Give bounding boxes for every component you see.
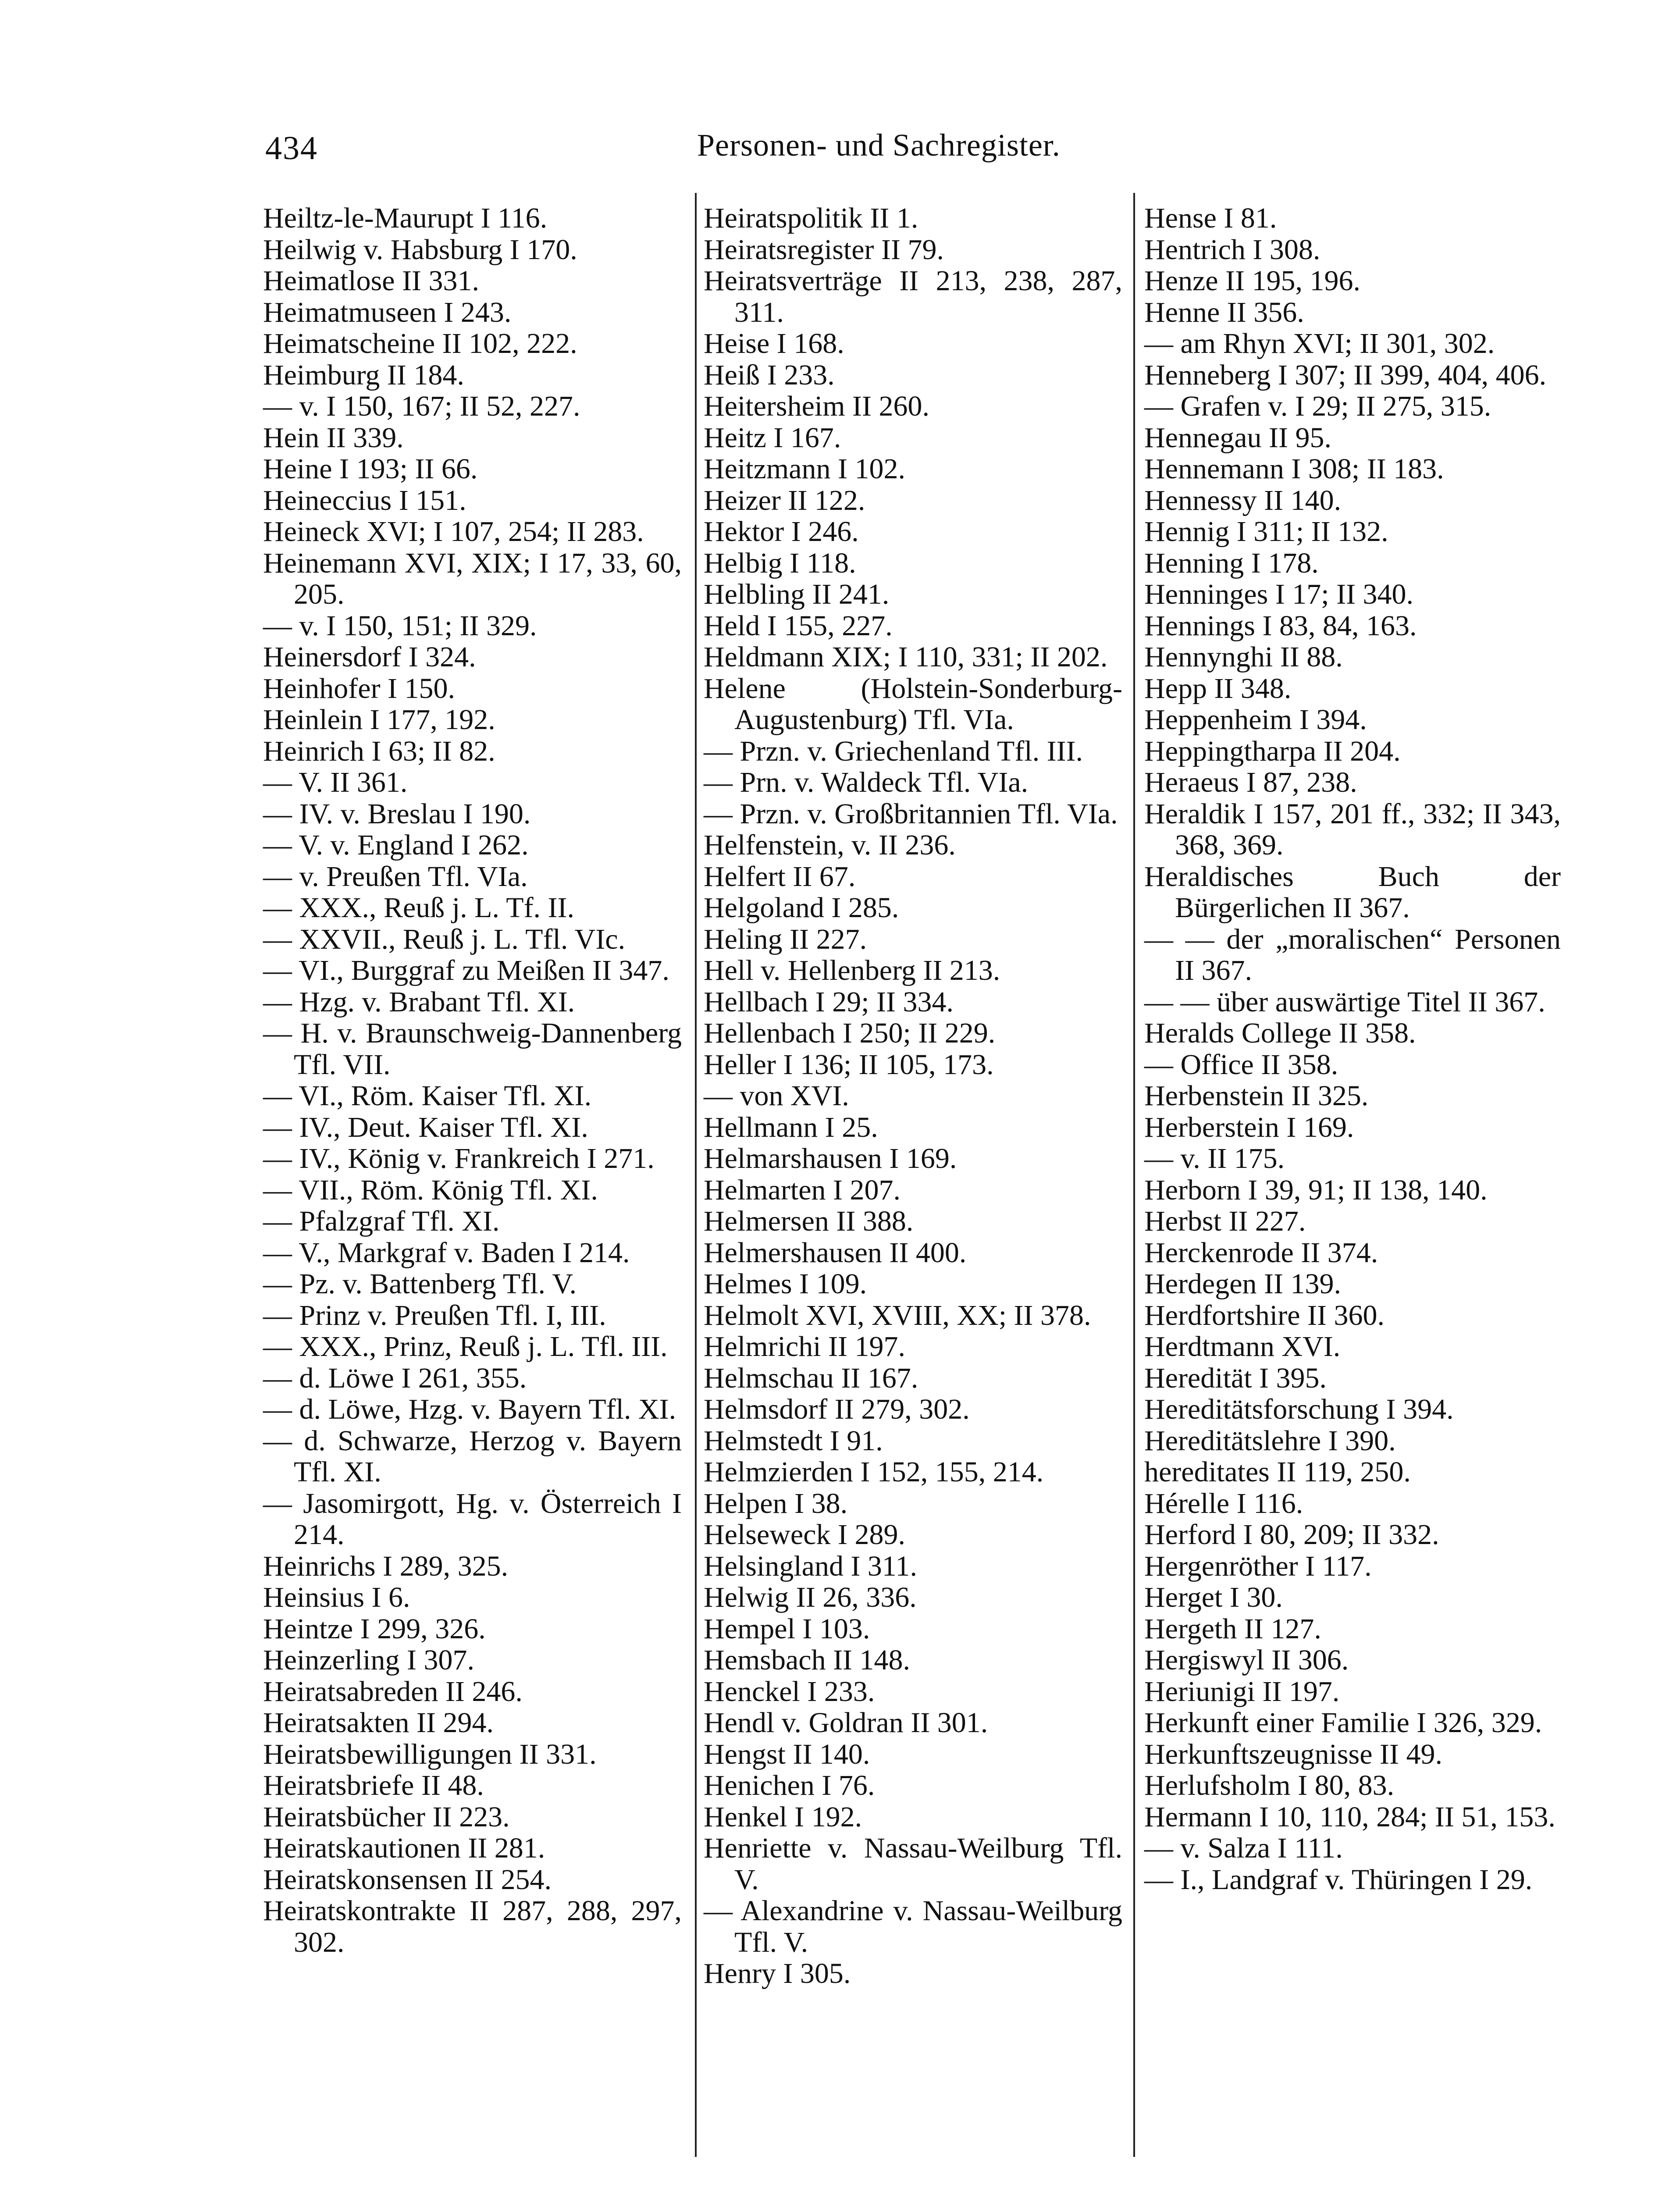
index-entry: Hempel I 103. [704,1612,870,1645]
index-entry: — XXVII., Reuß j. L. Tfl. VIc. [263,923,626,955]
index-entry: Herford I 80, 209; II 332. [1144,1519,1439,1551]
index-entry: — v. I 150, 167; II 52, 227. [263,390,580,422]
index-entry: Herbenstein II 325. [1144,1080,1369,1112]
index-entry: — H. v. Braunschweig-Dannenberg Tfl. VII. [263,1017,682,1081]
index-entry: Helbling II 241. [704,578,890,610]
index-entry: Helmsdorf II 279, 302. [704,1393,970,1425]
index-entry: — VI., Burggraf zu Meißen II 347. [263,954,669,986]
index-entry: Hepp II 348. [1144,672,1292,705]
index-entry: Heizer II 122. [704,484,865,516]
index-entry: Herdfortshire II 360. [1144,1299,1385,1331]
index-entry: hereditates II 119, 250. [1144,1456,1411,1488]
index-entry: Helmstedt I 91. [704,1424,883,1457]
index-entry: Herborn I 39, 91; II 138, 140. [1144,1174,1488,1206]
index-entry: Heimatlose II 331. [263,265,480,297]
index-entry: Heppingtharpa II 204. [1144,735,1401,767]
index-entry: Heiratsbewilligungen II 331. [263,1738,597,1770]
index-entry: Heimatmuseen I 243. [263,296,512,328]
index-entry: — VII., Röm. König Tfl. XI. [263,1174,598,1206]
index-entry: — v. II 175. [1144,1142,1285,1174]
index-entry: Henne II 356. [1144,296,1304,328]
index-entry: — I., Landgraf v. Thüringen I 29. [1144,1863,1533,1896]
index-entry: Henry I 305. [704,1957,851,1989]
index-entry: — v. I 150, 151; II 329. [263,609,537,642]
index-entry: Herbst II 227. [1144,1205,1306,1237]
index-entry: — — über auswärtige Titel II 367. [1144,986,1545,1018]
index-entry: Heinsius I 6. [263,1581,410,1613]
index-entry: Helgoland I 285. [704,892,899,924]
index-entry: Herberstein I 169. [1144,1111,1354,1143]
index-entry: Helmes I 109. [704,1268,867,1300]
index-entry: Hendl v. Goldran II 301. [704,1707,988,1739]
page-number: 434 [265,130,318,167]
index-entry: Heiratsbriefe II 48. [263,1769,484,1801]
index-entry: — V., Markgraf v. Baden I 214. [263,1236,630,1269]
index-entry: Heiratspolitik II 1. [704,202,918,234]
index-entry: Helfenstein, v. II 236. [704,829,956,861]
index-entry: Held I 155, 227. [704,609,893,642]
index-entry: Heiratsverträge II 213, 238, 287, 311. [704,265,1122,328]
index-entry: Heiratsakten II 294. [263,1707,494,1739]
index-column-2 [704,203,1122,1989]
index-entry: Helmolt XVI, XVIII, XX; II 378. [704,1299,1091,1331]
index-entry: — d. Löwe I 261, 355. [263,1362,527,1394]
index-entry: Hérelle I 116. [1144,1487,1303,1519]
index-entry: Heiratsabreden II 246. [263,1675,523,1708]
index-entry: Heinrichs I 289, 325. [263,1550,509,1582]
index-entry: Heinemann XVI, XIX; I 17, 33, 60, 205. [263,547,682,610]
index-entry: Hereditätslehre I 390. [1144,1424,1396,1457]
index-entry: Hennemann I 308; II 183. [1144,453,1444,485]
index-entry: Heller I 136; II 105, 173. [704,1048,994,1081]
index-entry: Hennig I 311; II 132. [1144,516,1388,548]
index-entry: Helmarshausen I 169. [704,1142,957,1174]
index-entry: Heinhofer I 150. [263,672,456,705]
index-entry: Henninges I 17; II 340. [1144,578,1414,610]
index-entry: — V. II 361. [263,766,408,798]
running-title: Personen- und Sachregister. [697,128,1061,163]
index-entry: — XXX., Reuß j. L. Tf. II. [263,892,575,924]
index-entry: Heimatscheine II 102, 222. [263,327,577,359]
index-entry: — IV., Deut. Kaiser Tfl. XI. [263,1111,588,1143]
index-entry: Helmersen II 388. [704,1205,914,1237]
index-entry: Henichen I 76. [704,1769,875,1801]
index-entry: — Hzg. v. Brabant Tfl. XI. [263,986,575,1018]
index-entry: Heppenheim I 394. [1144,704,1367,736]
index-entry: Helmrichi II 197. [704,1331,906,1363]
index-entry: Herget I 30. [1144,1581,1283,1613]
index-entry: Helbig I 118. [704,547,856,579]
index-column-3 [1144,203,1561,1895]
index-entry: — Pz. v. Battenberg Tfl. V. [263,1268,577,1300]
index-entry: Heitz I 167. [704,421,841,454]
index-entry: Helmschau II 167. [704,1362,918,1394]
index-entry: Heinlein I 177, 192. [263,704,495,736]
index-entry: Hektor I 246. [704,516,859,548]
index-entry: Heitzmann I 102. [704,453,906,485]
index-entry: Heitersheim II 260. [704,390,930,422]
index-entry: Helwig II 26, 336. [704,1581,917,1613]
index-entry: Hellmann I 25. [704,1111,878,1143]
index-entry: — Przn. v. Großbritannien Tfl. VIa. [704,797,1118,830]
index-entry: — am Rhyn XVI; II 301, 302. [1144,327,1495,359]
index-entry: Helmarten I 207. [704,1174,901,1206]
index-entry: Heling II 227. [704,923,867,955]
index-entry: Helene (Holstein-Sonderburg-Augustenburg) Tfl. VIa. [704,672,1122,736]
index-entry: Heiratskontrakte II 287, 288, 297, 302. [263,1895,682,1958]
index-entry: Heineccius I 151. [263,484,466,516]
index-entry: Henze II 195, 196. [1144,265,1361,297]
index-entry: — Przn. v. Griechenland Tfl. III. [704,735,1083,767]
index-entry: Hellbach I 29; II 334. [704,986,954,1018]
index-entry: — v. Preußen Tfl. VIa. [263,860,528,893]
index-entry: — von XVI. [704,1080,849,1112]
index-entry: — Prn. v. Waldeck Tfl. VIa. [704,766,1029,798]
index-entry: Heintze I 299, 326. [263,1612,486,1645]
index-entry: Heiltz-le-Maurupt I 116. [263,202,548,234]
index-entry: Heinzerling I 307. [263,1644,475,1676]
index-entry: Helpen I 38. [704,1487,848,1519]
index-entry: Hennynghi II 88. [1144,641,1343,673]
index-entry: Helmzierden I 152, 155, 214. [704,1456,1044,1488]
index-entry: Heiratskautionen II 281. [263,1832,545,1864]
index-entry: Herlufsholm I 80, 83. [1144,1769,1395,1801]
index-entry: — VI., Röm. Kaiser Tfl. XI. [263,1080,592,1112]
index-entry: Herkunftszeugnisse II 49. [1144,1738,1442,1770]
index-entry: — Jasomirgott, Hg. v. Österreich I 214. [263,1487,682,1551]
index-entry: Heinersdorf I 324. [263,641,476,673]
column-rule [1133,193,1135,2157]
index-entry: Hense I 81. [1144,202,1277,234]
index-entry: Heraeus I 87, 238. [1144,766,1357,798]
index-entry: — v. Salza I 111. [1144,1832,1343,1864]
index-entry: Henckel I 233. [704,1675,875,1708]
index-entry: Heine I 193; II 66. [263,453,478,485]
index-entry: — — der „moralischen“ Personen II 367. [1144,923,1561,986]
index-entry: Henkel I 192. [704,1801,862,1833]
index-column-1 [263,203,682,1958]
index-entry: Helmershausen II 400. [704,1236,967,1269]
index-entry: Heiß I 233. [704,359,835,391]
index-entry: Herdtmann XVI. [1144,1331,1341,1363]
index-entry: Hell v. Hellenberg II 213. [704,954,1000,986]
index-entry: Hennings I 83, 84, 163. [1144,609,1417,642]
index-entry: — Alexandrine v. Nassau-Weilburg Tfl. V. [704,1895,1122,1958]
index-entry: Heiratskonsensen II 254. [263,1863,552,1896]
index-entry: Herkunft einer Familie I 326, 329. [1144,1707,1542,1739]
index-entry: Heldmann XIX; I 110, 331; II 202. [704,641,1108,673]
column-rule [695,193,697,2157]
index-entry: — Grafen v. I 29; II 275, 315. [1144,390,1491,422]
index-entry: — d. Löwe, Hzg. v. Bayern Tfl. XI. [263,1393,676,1425]
index-entry: Hergiswyl II 306. [1144,1644,1349,1676]
index-entry: — Office II 358. [1144,1048,1338,1081]
index-entry: Helseweck I 289. [704,1519,906,1551]
index-entry: Henriette v. Nassau-Weilburg Tfl. V. [704,1832,1122,1896]
index-entry: Heriunigi II 197. [1144,1675,1340,1708]
index-entry: Heraldisches Buch der Bürgerlichen II 367. [1144,860,1561,924]
index-entry: Hergenröther I 117. [1144,1550,1372,1582]
index-entry: Heinrich I 63; II 82. [263,735,495,767]
index-entry: Heilwig v. Habsburg I 170. [263,233,577,266]
index-entry: Henning I 178. [1144,547,1319,579]
index-entry: Hennessy II 140. [1144,484,1342,516]
index-entry: — IV., König v. Frankreich I 271. [263,1142,655,1174]
index-entry: Helfert II 67. [704,860,856,893]
index-entry: Hennegau II 95. [1144,421,1332,454]
index-entry: — XXX., Prinz, Reuß j. L. Tfl. III. [263,1331,668,1363]
index-entry: Hellenbach I 250; II 229. [704,1017,996,1049]
index-entry: Hentrich I 308. [1144,233,1321,266]
index-entry: Hengst II 140. [704,1738,870,1770]
index-entry: Hemsbach II 148. [704,1644,911,1676]
index-entry: — IV. v. Breslau I 190. [263,797,531,830]
index-entry: Heralds College II 358. [1144,1017,1416,1049]
index-entry: — d. Schwarze, Herzog v. Bayern Tfl. XI. [263,1424,682,1488]
index-entry: Heise I 168. [704,327,844,359]
index-entry: Hereditätsforschung I 394. [1144,1393,1454,1425]
index-entry: Heimburg II 184. [263,359,464,391]
index-entry: Herckenrode II 374. [1144,1236,1378,1269]
index-entry: Hein II 339. [263,421,404,454]
index-entry: Herdegen II 139. [1144,1268,1341,1300]
index-entry: Helsingland I 311. [704,1550,917,1582]
index-entry: — Prinz v. Preußen Tfl. I, III. [263,1299,606,1331]
index-entry: Heraldik I 157, 201 ff., 332; II 343, 368, 369. [1144,797,1561,861]
index-entry: Hergeth II 127. [1144,1612,1321,1645]
index-entry: Heiratsbücher II 223. [263,1801,510,1833]
index-entry: — Pfalzgraf Tfl. XI. [263,1205,500,1237]
index-entry: Henneberg I 307; II 399, 404, 406. [1144,359,1547,391]
index-entry: Heineck XVI; I 107, 254; II 283. [263,516,644,548]
index-entry: Heiratsregister II 79. [704,233,944,266]
index-entry: — V. v. England I 262. [263,829,529,861]
index-entry: Heredität I 395. [1144,1362,1327,1394]
index-entry: Hermann I 10, 110, 284; II 51, 153. [1144,1801,1555,1833]
